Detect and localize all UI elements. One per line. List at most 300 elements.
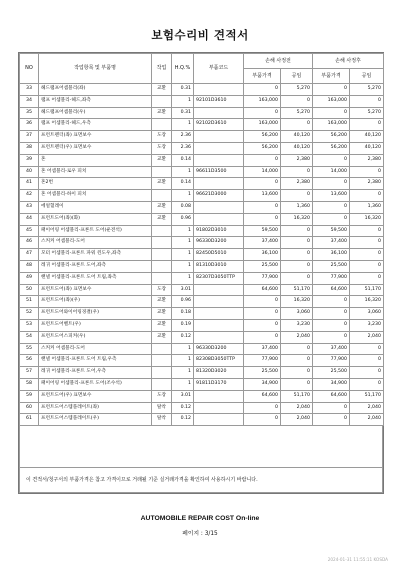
header-before-labor: 공임 (281, 69, 313, 84)
row-work-type (152, 367, 172, 379)
row-before-labor: 0 (281, 355, 313, 367)
row-hq: 1 (172, 225, 194, 237)
row-work-type: 교환 (152, 201, 172, 213)
row-before-labor: 0 (281, 249, 313, 261)
row-item-name: 레귀 어셈블리-프론트 도어,좌측 (39, 260, 152, 272)
table-row (20, 308, 384, 320)
row-before-labor: 1,360 (281, 201, 313, 213)
row-after-price: 34,900 (313, 378, 350, 390)
row-after-labor: 2,040 (350, 414, 384, 426)
row-hq: 0.08 (172, 201, 194, 213)
row-work-type: 교환 (152, 308, 172, 320)
row-part-code: 96330D3200 (194, 343, 244, 355)
row-hq: 1 (172, 260, 194, 272)
row-before-labor: 5,270 (281, 84, 313, 96)
row-no: 59 (20, 390, 39, 402)
row-after-labor: 0 (350, 119, 384, 131)
row-before-price: 0 (244, 296, 281, 308)
price-notice: 이 견적서/청구서의 부품가격은 참고 가격이므로 거래될 기준 실거래가격을 확인하여 사용하시기 바랍니다. (19, 468, 383, 493)
row-no: 44 (20, 213, 39, 225)
row-after-labor: 2,040 (350, 331, 384, 343)
row-item-name: 핸넬 어셈블리-프론트 도어 트림,우측 (39, 355, 152, 367)
row-part-code (194, 284, 244, 296)
row-before-labor: 3,230 (281, 319, 313, 331)
row-before-price: 0 (244, 402, 281, 414)
row-before-price: 64,600 (244, 390, 281, 402)
row-after-labor: 16,320 (350, 296, 384, 308)
row-after-labor: 0 (350, 272, 384, 284)
row-hq: 0.14 (172, 154, 194, 166)
header-hq: H.Q.% (172, 54, 194, 84)
row-before-price: 0 (244, 414, 281, 426)
row-before-labor: 0 (281, 166, 313, 178)
row-part-code (194, 213, 244, 225)
row-work-type: 교환 (152, 154, 172, 166)
table-row (20, 154, 384, 166)
row-before-labor: 0 (281, 190, 313, 202)
row-part-code (194, 390, 244, 402)
row-part-code (194, 178, 244, 190)
row-work-type: 교환 (152, 296, 172, 308)
row-after-price: 25,500 (313, 260, 350, 272)
row-before-labor: 0 (281, 367, 313, 379)
row-after-labor: 51,170 (350, 284, 384, 296)
estimate-sheet (18, 52, 384, 494)
row-before-price: 163,000 (244, 119, 281, 131)
table-row (20, 95, 384, 107)
row-after-labor: 3,230 (350, 319, 384, 331)
row-no: 50 (20, 284, 39, 296)
row-after-price: 13,600 (313, 190, 350, 202)
table-row (20, 319, 384, 331)
row-part-code: 81320D3020 (194, 367, 244, 379)
row-before-price: 0 (244, 178, 281, 190)
row-after-labor: 0 (350, 95, 384, 107)
row-part-code (194, 131, 244, 143)
row-item-name: 스커커 어셈블리-도어 (39, 237, 152, 249)
row-hq: 1 (172, 343, 194, 355)
row-no: 35 (20, 107, 39, 119)
row-before-price: 56,200 (244, 142, 281, 154)
row-work-type (152, 237, 172, 249)
row-part-code: 96621D3000 (194, 190, 244, 202)
row-no: 41 (20, 178, 39, 190)
row-item-name: 혼 (39, 154, 152, 166)
table-row (20, 142, 384, 154)
row-after-labor: 0 (350, 343, 384, 355)
row-no: 45 (20, 225, 39, 237)
print-timestamp: 2024-01-31 11:55:11 KOSDA (327, 557, 388, 562)
row-after-labor: 0 (350, 260, 384, 272)
row-no: 40 (20, 166, 39, 178)
row-no: 43 (20, 201, 39, 213)
row-work-type (152, 119, 172, 131)
table-row (20, 166, 384, 178)
row-item-name: 스커커 어셈블리-도어 (39, 343, 152, 355)
header-work: 작업 (152, 54, 172, 84)
row-before-price: 37,400 (244, 237, 281, 249)
row-no: 54 (20, 331, 39, 343)
row-hq: 3.01 (172, 284, 194, 296)
row-part-code (194, 319, 244, 331)
row-work-type: 도장 (152, 284, 172, 296)
row-after-price: 64,600 (313, 284, 350, 296)
row-hq: 1 (172, 378, 194, 390)
row-no: 56 (20, 355, 39, 367)
row-hq: 1 (172, 166, 194, 178)
header-before-group: 손해 사정전 (244, 54, 313, 69)
header-after-labor: 공임 (350, 69, 384, 84)
row-no: 51 (20, 296, 39, 308)
row-before-labor: 0 (281, 237, 313, 249)
row-before-labor: 16,320 (281, 213, 313, 225)
table-row (20, 107, 384, 119)
row-after-price: 163,000 (313, 119, 350, 131)
row-before-price: 25,500 (244, 367, 281, 379)
row-part-code (194, 414, 244, 426)
row-after-price: 37,400 (313, 343, 350, 355)
row-after-labor: 0 (350, 355, 384, 367)
row-part-code (194, 402, 244, 414)
row-hq: 0.12 (172, 331, 194, 343)
row-before-price: 14,000 (244, 166, 281, 178)
table-row (20, 249, 384, 261)
header-item: 작업항목 및 부품명 (39, 54, 152, 84)
row-hq: 0.12 (172, 402, 194, 414)
row-item-name: 프런트펜더(우) 표면보수 (39, 142, 152, 154)
row-hq: 1 (172, 272, 194, 284)
row-after-labor: 0 (350, 190, 384, 202)
header-after-price: 부품가격 (313, 69, 350, 84)
row-after-labor: 0 (350, 367, 384, 379)
row-hq: 0.96 (172, 296, 194, 308)
row-item-name: 프런트도어(좌) 표면보수 (39, 284, 152, 296)
row-item-name: 램프 어셈블리-헤드,우측 (39, 119, 152, 131)
row-item-name: 헤드램프어셈블리(우) (39, 107, 152, 119)
row-no: 49 (20, 272, 39, 284)
row-before-labor: 40,120 (281, 131, 313, 143)
header-code: 부품코드 (194, 54, 244, 84)
row-after-price: 36,100 (313, 249, 350, 261)
document-title: 보험수리비 견적서 (151, 28, 249, 42)
table-row (20, 390, 384, 402)
row-hq: 2.36 (172, 142, 194, 154)
row-work-type: 교환 (152, 107, 172, 119)
row-after-price: 37,400 (313, 237, 350, 249)
row-before-labor: 0 (281, 260, 313, 272)
row-work-type: 탈착 (152, 414, 172, 426)
page-number: 페이지 : 3/15 (182, 531, 218, 537)
row-after-labor: 2,380 (350, 178, 384, 190)
row-before-price: 0 (244, 319, 281, 331)
table-row (20, 355, 384, 367)
table-row (20, 201, 384, 213)
estimate-table (19, 53, 384, 426)
row-part-code (194, 142, 244, 154)
row-before-price: 77,900 (244, 272, 281, 284)
row-work-type (152, 272, 172, 284)
table-row (20, 367, 384, 379)
row-hq: 0.19 (172, 319, 194, 331)
row-before-labor: 0 (281, 225, 313, 237)
row-hq: 0.31 (172, 107, 194, 119)
row-before-labor: 5,270 (281, 107, 313, 119)
row-item-name: 혼 어셈블리-로우 피치 (39, 166, 152, 178)
row-item-name: 에얼혈레이 (39, 201, 152, 213)
table-header (20, 54, 384, 84)
row-work-type (152, 343, 172, 355)
row-after-price: 59,500 (313, 225, 350, 237)
row-no: 57 (20, 367, 39, 379)
header-after-group: 손해 사정후 (313, 54, 384, 69)
row-part-code: 82308D3050TTP (194, 355, 244, 367)
row-before-labor: 51,170 (281, 284, 313, 296)
row-no: 37 (20, 131, 39, 143)
row-after-labor: 0 (350, 378, 384, 390)
row-after-labor: 0 (350, 249, 384, 261)
row-part-code: 91802D3010 (194, 225, 244, 237)
row-item-name: 프런트도어(우) 표면보수 (39, 390, 152, 402)
row-no: 42 (20, 190, 39, 202)
footer-title: AUTOMOBILE REPAIR COST On-line (140, 515, 260, 522)
row-after-price: 0 (313, 308, 350, 320)
row-before-labor: 2,380 (281, 154, 313, 166)
row-no: 48 (20, 260, 39, 272)
row-work-type: 교환 (152, 331, 172, 343)
row-work-type: 도장 (152, 142, 172, 154)
row-work-type (152, 166, 172, 178)
row-hq: 1 (172, 367, 194, 379)
row-part-code (194, 296, 244, 308)
row-before-labor: 2,040 (281, 402, 313, 414)
row-work-type (152, 249, 172, 261)
row-hq: 0.12 (172, 414, 194, 426)
row-before-price: 64,600 (244, 284, 281, 296)
row-before-price: 34,900 (244, 378, 281, 390)
row-work-type: 교환 (152, 178, 172, 190)
table-row (20, 378, 384, 390)
row-before-price: 36,100 (244, 249, 281, 261)
row-part-code: 81310D3010 (194, 260, 244, 272)
row-work-type (152, 378, 172, 390)
row-before-price: 0 (244, 213, 281, 225)
row-part-code (194, 107, 244, 119)
table-row (20, 178, 384, 190)
row-part-code: 96330D3200 (194, 237, 244, 249)
row-hq: 0.18 (172, 308, 194, 320)
table-row (20, 272, 384, 284)
row-before-price: 0 (244, 201, 281, 213)
row-no: 36 (20, 119, 39, 131)
row-part-code: 91811D3170 (194, 378, 244, 390)
row-before-labor: 2,040 (281, 414, 313, 426)
row-item-name: 프런트펜더(좌) 표면보수 (39, 131, 152, 143)
row-work-type (152, 260, 172, 272)
row-part-code (194, 201, 244, 213)
row-work-type: 교환 (152, 213, 172, 225)
row-hq: 2.36 (172, 131, 194, 143)
table-row (20, 296, 384, 308)
row-hq: 1 (172, 95, 194, 107)
row-item-name: 패이어링 어셈블리-프론트 도어(조수석) (39, 378, 152, 390)
row-after-labor: 3,060 (350, 308, 384, 320)
row-hq: 0.31 (172, 84, 194, 96)
row-before-labor: 0 (281, 119, 313, 131)
row-no: 61 (20, 414, 39, 426)
row-after-price: 56,200 (313, 131, 350, 143)
row-after-labor: 5,270 (350, 84, 384, 96)
row-item-name: 프런트도어벨트(우) (39, 319, 152, 331)
row-before-price: 0 (244, 308, 281, 320)
row-item-name: 프런트도어스피커(우) (39, 331, 152, 343)
row-after-labor: 51,170 (350, 390, 384, 402)
row-after-price: 163,000 (313, 95, 350, 107)
row-no: 33 (20, 84, 39, 96)
row-no: 55 (20, 343, 39, 355)
row-after-price: 0 (313, 154, 350, 166)
row-part-code (194, 331, 244, 343)
row-after-price: 0 (313, 201, 350, 213)
row-before-labor: 40,120 (281, 142, 313, 154)
row-before-labor: 3,060 (281, 308, 313, 320)
row-item-name: 프런트도어스텝플레이트(우) (39, 414, 152, 426)
row-before-price: 0 (244, 154, 281, 166)
row-after-price: 0 (313, 331, 350, 343)
table-row (20, 414, 384, 426)
row-item-name: 프런트도어와이어링경결(우) (39, 308, 152, 320)
table-row (20, 131, 384, 143)
table-row (20, 260, 384, 272)
row-before-price: 0 (244, 84, 281, 96)
row-no: 34 (20, 95, 39, 107)
row-no: 52 (20, 308, 39, 320)
row-item-name: 프런트도어(좌)(화) (39, 213, 152, 225)
row-hq: 0.96 (172, 213, 194, 225)
row-no: 53 (20, 319, 39, 331)
header-before-price: 부품가격 (244, 69, 281, 84)
table-row (20, 284, 384, 296)
table-row (20, 84, 384, 96)
blank-area (19, 426, 383, 468)
row-work-type (152, 95, 172, 107)
table-row (20, 402, 384, 414)
header-no: NO (20, 54, 39, 84)
row-no: 38 (20, 142, 39, 154)
row-before-price: 0 (244, 107, 281, 119)
row-item-name: 프런트도어(좌)(우) (39, 296, 152, 308)
row-item-name: 램프 어셈블리-헤드,좌측 (39, 95, 152, 107)
row-no: 39 (20, 154, 39, 166)
row-part-code: 82307D3050TTP (194, 272, 244, 284)
row-item-name: 패이어링 어셈블리-프론트 도어(운전석) (39, 225, 152, 237)
row-before-price: 37,400 (244, 343, 281, 355)
row-item-name: 헤드램프어셈블리(좌) (39, 84, 152, 96)
row-part-code: 92102D3610 (194, 119, 244, 131)
row-after-price: 77,900 (313, 355, 350, 367)
row-before-price: 163,000 (244, 95, 281, 107)
row-before-labor: 2,380 (281, 178, 313, 190)
row-no: 47 (20, 249, 39, 261)
row-before-labor: 16,320 (281, 296, 313, 308)
table-row (20, 343, 384, 355)
row-work-type (152, 355, 172, 367)
row-before-labor: 0 (281, 378, 313, 390)
row-before-price: 25,500 (244, 260, 281, 272)
row-work-type: 도장 (152, 131, 172, 143)
row-after-price: 0 (313, 178, 350, 190)
row-part-code (194, 84, 244, 96)
table-row (20, 225, 384, 237)
row-part-code (194, 154, 244, 166)
row-before-price: 56,200 (244, 131, 281, 143)
row-item-name: 프런트도어스텝플레이트(좌) (39, 402, 152, 414)
row-no: 46 (20, 237, 39, 249)
row-before-labor: 0 (281, 272, 313, 284)
row-after-price: 0 (313, 414, 350, 426)
row-before-price: 77,900 (244, 355, 281, 367)
row-after-labor: 1,360 (350, 201, 384, 213)
row-part-code (194, 308, 244, 320)
row-before-price: 13,600 (244, 190, 281, 202)
row-after-labor: 40,120 (350, 142, 384, 154)
row-work-type: 교환 (152, 319, 172, 331)
row-work-type (152, 190, 172, 202)
row-after-labor: 0 (350, 166, 384, 178)
row-after-price: 0 (313, 84, 350, 96)
row-after-labor: 16,320 (350, 213, 384, 225)
row-after-price: 25,500 (313, 367, 350, 379)
row-no: 58 (20, 378, 39, 390)
row-hq: 1 (172, 355, 194, 367)
row-after-price: 0 (313, 296, 350, 308)
row-part-code: 96611D3500 (194, 166, 244, 178)
row-item-name: 핸넬 어셈블리-프론트 도어 트림,좌측 (39, 272, 152, 284)
row-before-price: 59,500 (244, 225, 281, 237)
row-work-type (152, 225, 172, 237)
row-hq: 1 (172, 190, 194, 202)
row-after-labor: 0 (350, 225, 384, 237)
row-hq: 1 (172, 237, 194, 249)
row-no: 60 (20, 402, 39, 414)
row-after-labor: 2,040 (350, 402, 384, 414)
row-after-labor: 40,120 (350, 131, 384, 143)
row-after-price: 0 (313, 319, 350, 331)
row-before-price: 0 (244, 331, 281, 343)
table-row (20, 331, 384, 343)
row-after-price: 0 (313, 402, 350, 414)
table-row (20, 237, 384, 249)
row-work-type: 교환 (152, 84, 172, 96)
row-part-code: 82450D5010 (194, 249, 244, 261)
table-row (20, 190, 384, 202)
row-before-labor: 0 (281, 343, 313, 355)
row-part-code: 92101D3610 (194, 95, 244, 107)
row-item-name: 혼2번 (39, 178, 152, 190)
row-after-price: 14,000 (313, 166, 350, 178)
row-work-type: 도장 (152, 390, 172, 402)
table-row (20, 119, 384, 131)
row-item-name: 혼 어셈블리-하이 피치 (39, 190, 152, 202)
row-item-name: 레귀 어셈블리-프론트 도어,우측 (39, 367, 152, 379)
row-after-price: 64,600 (313, 390, 350, 402)
row-after-price: 77,900 (313, 272, 350, 284)
row-hq: 3.01 (172, 390, 194, 402)
row-hq: 0.14 (172, 178, 194, 190)
table-row (20, 213, 384, 225)
row-before-labor: 0 (281, 95, 313, 107)
row-after-price: 0 (313, 107, 350, 119)
table-body (20, 84, 384, 426)
